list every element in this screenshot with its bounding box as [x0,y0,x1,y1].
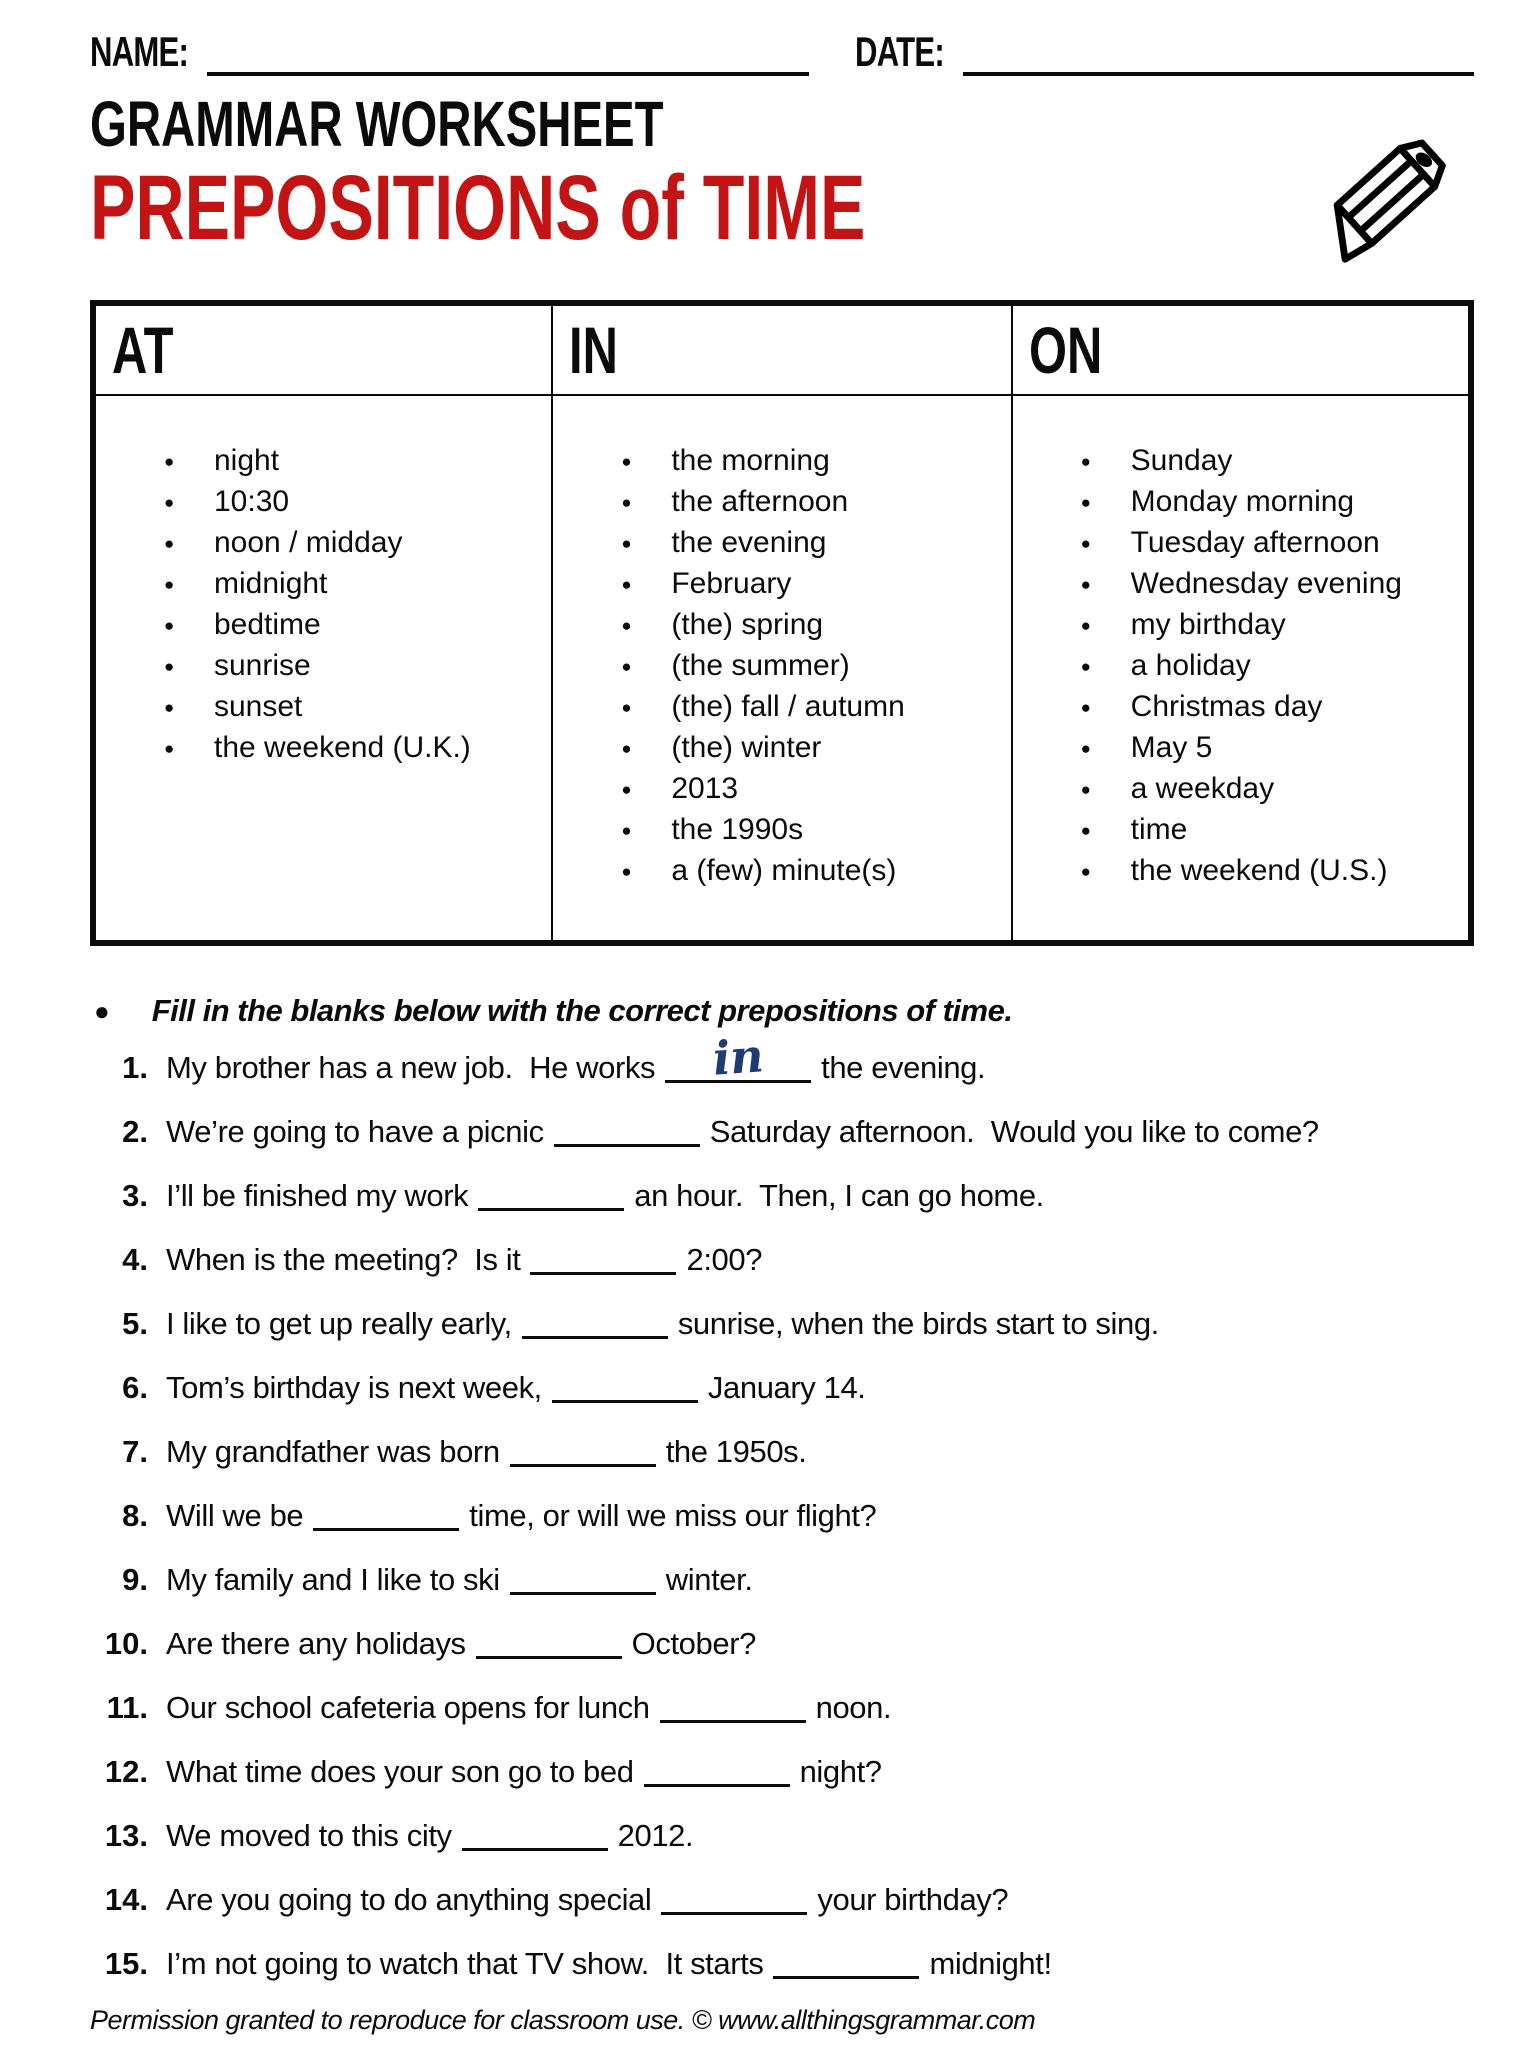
list-item: ● May 5 [1079,727,1468,768]
question-text-after: 2012. [617,1818,694,1853]
question-number: 10. [104,1626,148,1661]
question-number: 11. [106,1690,148,1725]
answer-blank[interactable] [554,1139,700,1147]
page-title-text: PREPOSITIONS of TIME [90,157,866,259]
copyright-footer: Permission granted to reproduce for classroom use. © www.allthingsgrammar.com [90,2005,1036,2035]
answer-blank[interactable] [522,1331,668,1339]
question-text-before: What time does your son go to bed [166,1754,634,1789]
question-number: 5. [122,1306,148,1341]
list-item: ● Wednesday evening [1079,563,1468,604]
question-number: 12. [104,1754,148,1789]
question-text-before: Tom’s birthday is next week, [166,1370,542,1405]
list-item: ● Monday morning [1079,481,1468,522]
question-text [166,1368,866,1408]
question-text-before: My brother has a new job. He works [166,1050,656,1085]
list-item: ● Tuesday afternoon [1079,522,1468,563]
column-cell-in [552,395,1011,943]
prepositions-table [90,300,1474,946]
question-text-after: your birthday? [817,1882,1009,1917]
list-item: ● the afternoon [619,481,1010,522]
list-item: ● the morning [619,440,1010,481]
column-header-in-text: IN [569,313,619,387]
page-title [90,157,1474,259]
question-row [90,1752,1474,1816]
column-header-at-text: AT [112,313,174,387]
answer-blank[interactable] [510,1459,656,1467]
question-text-after: the 1950s. [665,1434,807,1469]
question-text-after: time, or will we miss our flight? [469,1498,877,1533]
question-text-before: My grandfather was born [166,1434,500,1469]
question-text-after: noon. [815,1690,892,1725]
question-text-before: I like to get up really early, [166,1306,512,1341]
instruction-row [90,992,1474,1030]
question-text-after: night? [799,1754,882,1789]
list-item: ● noon / midday [162,522,551,563]
question-row [90,1688,1474,1752]
list-item: ● bedtime [162,604,551,645]
question-text-before: We’re going to have a picnic [166,1114,544,1149]
answer-blank[interactable] [665,1028,811,1086]
list-item: ● sunrise [162,645,551,686]
list-item: ● a (few) minute(s) [619,850,1010,891]
list-item: ● midnight [162,563,551,604]
handwritten-answer: in [711,1028,765,1086]
list-item: ● (the) winter [619,727,1010,768]
list-item: ● time [1079,809,1468,850]
list-item: ● the weekend (U.K.) [162,727,551,768]
question-text [166,1752,882,1792]
column-header-in [552,303,1011,395]
bullet-icon: ● [94,996,110,1026]
question-text-after: October? [631,1626,756,1661]
question-number: 2. [122,1114,148,1149]
question-text-before: My family and I like to ski [166,1562,500,1597]
question-number: 15. [104,1946,148,1981]
question-text [166,1816,693,1856]
question-number: 3. [122,1178,148,1213]
question-row [90,1368,1474,1432]
question-text-after: winter. [665,1562,753,1597]
question-row [90,1880,1474,1944]
date-label-text: DATE: [855,28,945,75]
answer-blank[interactable] [530,1267,676,1275]
answer-blank[interactable] [773,1971,919,1979]
question-text-before: We moved to this city [166,1818,452,1853]
question-number: 4. [122,1242,148,1277]
column-header-on [1012,303,1471,395]
list-item: ● (the summer) [619,645,1010,686]
worksheet-subtitle [90,88,1474,160]
question-number: 9. [122,1562,148,1597]
question-number: 6. [122,1370,148,1405]
answer-blank[interactable] [552,1395,698,1403]
list-item: ● 10:30 [162,481,551,522]
list-item: ● a holiday [1079,645,1468,686]
table-body-row [93,395,1471,943]
question-text [166,1176,1044,1216]
question-text-after: January 14. [707,1370,866,1405]
question-text-before: When is the meeting? Is it [166,1242,521,1277]
question-text [166,1496,876,1536]
on-items-list [1079,440,1468,891]
question-text-before: I’ll be finished my work [166,1178,469,1213]
question-text [166,1560,753,1600]
list-item: ● sunset [162,686,551,727]
question-row [90,1624,1474,1688]
question-number: 8. [122,1498,148,1533]
answer-blank[interactable] [510,1587,656,1595]
list-item: ● Christmas day [1079,686,1468,727]
name-label-text: NAME: [90,28,189,75]
question-text [166,1240,762,1280]
question-text-after: an hour. Then, I can go home. [634,1178,1044,1213]
instruction-text: Fill in the blanks below with the correct prepositions of time. [151,993,1013,1028]
question-row [90,1560,1474,1624]
list-item: ● February [619,563,1010,604]
question-text [166,1112,1319,1152]
list-item: ● 2013 [619,768,1010,809]
column-cell-on [1012,395,1471,943]
question-text [166,1624,756,1664]
question-row [90,1816,1474,1880]
question-row [90,1304,1474,1368]
question-number: 14. [104,1882,148,1917]
date-blank-line[interactable] [963,66,1474,76]
question-row [90,1028,1474,1112]
question-row [90,1944,1474,2008]
question-row [90,1240,1474,1304]
column-header-on-text: ON [1028,313,1102,387]
in-items-list [619,440,1010,891]
column-header-at [93,303,552,395]
name-date-row [90,24,1474,76]
at-items-list [162,440,551,768]
question-text-before: I’m not going to watch that TV show. It starts [166,1946,764,1981]
question-text-before: Our school cafeteria opens for lunch [166,1690,650,1725]
name-blank-line[interactable] [207,66,810,76]
question-text [166,1944,1052,1984]
list-item: ● Sunday [1079,440,1468,481]
questions-list [90,1028,1474,2008]
answer-blank[interactable] [478,1203,624,1211]
answer-blank[interactable] [313,1523,459,1531]
question-text [166,1304,1159,1344]
question-text-after: midnight! [929,1946,1052,1981]
answer-blank[interactable] [661,1907,807,1915]
question-row [90,1176,1474,1240]
question-text-before: Are you going to do anything special [166,1882,652,1917]
list-item: ● the 1990s [619,809,1010,850]
question-text-before: Will we be [166,1498,304,1533]
question-text-after: sunrise, when the birds start to sing. [677,1306,1159,1341]
question-text [166,1688,891,1728]
list-item: ● the weekend (U.S.) [1079,850,1468,891]
column-cell-at [93,395,552,943]
list-item: ● night [162,440,551,481]
question-text-before: Are there any holidays [166,1626,466,1661]
name-label [90,28,223,76]
question-row [90,1496,1474,1560]
question-text [166,1432,807,1472]
worksheet-subtitle-text: GRAMMAR WORKSHEET [90,88,664,160]
answer-blank[interactable] [476,1651,622,1659]
question-text-after: Saturday afternoon. Would you like to come? [709,1114,1319,1149]
table-header-row [93,303,1471,395]
question-text-after: 2:00? [686,1242,763,1277]
list-item: ● a weekday [1079,768,1468,809]
answer-blank[interactable] [660,1715,806,1723]
question-text [166,1028,986,1088]
question-number: 1. [122,1050,148,1085]
question-row [90,1112,1474,1176]
answer-blank[interactable] [462,1843,608,1851]
question-row [90,1432,1474,1496]
answer-blank[interactable] [644,1779,790,1787]
pencil-icon [1296,104,1478,290]
list-item: ● my birthday [1079,604,1468,645]
question-number: 7. [122,1434,148,1469]
question-number: 13. [104,1818,148,1853]
list-item: ● (the) spring [619,604,1010,645]
list-item: ● (the) fall / autumn [619,686,1010,727]
question-text [166,1880,1008,1920]
list-item: ● the evening [619,522,1010,563]
date-label [855,28,975,76]
question-text-after: the evening. [821,1050,986,1085]
